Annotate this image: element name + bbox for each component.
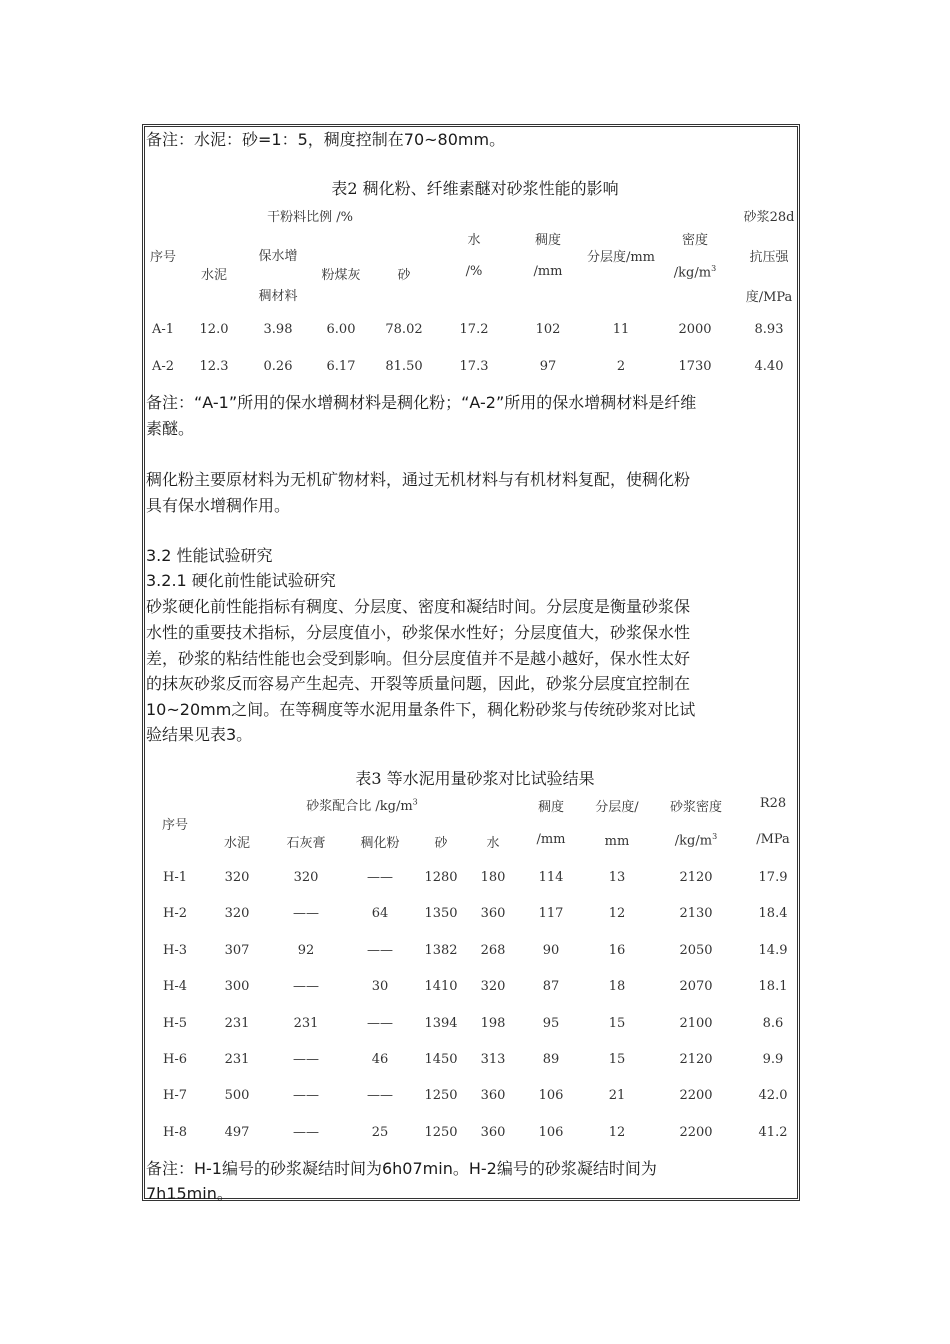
table-cell: 81.50 bbox=[385, 359, 423, 374]
table-row-id: H-8 bbox=[162, 1124, 188, 1140]
table-cell: 320 bbox=[480, 979, 506, 995]
table2-header-thick2: 稠材料 bbox=[258, 289, 298, 304]
table-cell: —— bbox=[367, 1088, 393, 1104]
table2-header-cement: 水泥 bbox=[200, 268, 228, 283]
note-1: 备注：水泥：砂=1：5，稠度控制在70~80mm。 bbox=[146, 130, 506, 149]
table2-group-header: 干粉料比例 /% bbox=[267, 210, 353, 225]
table-cell: 2200 bbox=[679, 1088, 713, 1104]
table-cell: 114 bbox=[538, 870, 564, 885]
table-cell: 6.00 bbox=[326, 322, 356, 337]
table-cell: —— bbox=[293, 1088, 319, 1104]
paragraph-2-line: 水性的重要技术指标，分层度值小，砂浆保水性好；分层度值大，砂浆保水性 bbox=[146, 623, 691, 642]
table2-header-water1: 水 bbox=[467, 233, 481, 248]
table-cell: 17.3 bbox=[459, 359, 489, 374]
table-cell: 1730 bbox=[678, 359, 712, 374]
table-cell: 231 bbox=[293, 1015, 319, 1031]
table-cell: 46 bbox=[371, 1052, 389, 1067]
table-cell: —— bbox=[293, 906, 319, 922]
table-cell: 0.26 bbox=[263, 359, 293, 374]
table-row-id: A-2 bbox=[151, 359, 175, 374]
table3-header-r28-2: /MPa bbox=[756, 832, 790, 847]
table-cell: 17.2 bbox=[459, 322, 489, 337]
table-cell: 2 bbox=[616, 359, 626, 374]
table-cell: 106 bbox=[538, 1124, 564, 1140]
table-row-id: H-3 bbox=[162, 942, 188, 958]
table-cell: 231 bbox=[224, 1015, 250, 1031]
table2-header-strength3: 度/MPa bbox=[745, 290, 793, 305]
table-cell: 2100 bbox=[679, 1015, 713, 1031]
table-cell: 12 bbox=[608, 1124, 626, 1140]
table-cell: 12 bbox=[608, 906, 626, 922]
paragraph-2-line: 10~20mm之间。在等稠度等水泥用量条件下，稠化粉砂浆与传统砂浆对比试 bbox=[146, 700, 696, 719]
table-cell: 2000 bbox=[678, 322, 712, 337]
table-cell: 12.3 bbox=[199, 359, 229, 374]
table2-header-seq: 序号 bbox=[149, 250, 177, 265]
table3-caption: 表3 等水泥用量砂浆对比试验结果 bbox=[355, 769, 595, 788]
note-2-line2: 素醚。 bbox=[146, 419, 195, 438]
table-cell: 18 bbox=[608, 979, 626, 995]
table2-header-strength1: 砂浆28d bbox=[743, 210, 795, 225]
paragraph-2-line: 差，砂浆的粘结性能也会受到影响。但分层度值并不是越小越好，保水性太好 bbox=[146, 649, 691, 668]
table2-header-consist2: /mm bbox=[533, 264, 563, 279]
table-cell: 320 bbox=[224, 906, 250, 922]
table-cell: 64 bbox=[371, 906, 389, 922]
table-cell: 9.9 bbox=[762, 1052, 784, 1067]
table3-header-consist1: 稠度 bbox=[537, 800, 565, 815]
table-cell: 2120 bbox=[679, 1052, 713, 1067]
table2-header-density2: $/kg/m^3$ bbox=[673, 264, 717, 281]
table2-caption: 表2 稠化粉、纤维素醚对砂浆性能的影响 bbox=[331, 179, 619, 198]
table-row-id: H-6 bbox=[162, 1052, 188, 1067]
table-cell: 106 bbox=[538, 1088, 564, 1104]
table-cell: 87 bbox=[542, 979, 560, 995]
table-row-id: H-2 bbox=[162, 906, 188, 922]
table3-header-strat1: 分层度/ bbox=[595, 800, 639, 815]
table-cell: 41.2 bbox=[758, 1124, 788, 1140]
table2-header-density1: 密度 bbox=[681, 233, 709, 248]
table-cell: 13 bbox=[608, 870, 626, 885]
note-3-line2: 7h15min。 bbox=[146, 1184, 233, 1203]
paragraph-2-line: 验结果见表3。 bbox=[146, 725, 253, 744]
table-cell: 11 bbox=[612, 322, 630, 337]
table-cell: 1250 bbox=[424, 1124, 458, 1140]
table-cell: 12.0 bbox=[199, 322, 229, 337]
table-row-id: A-1 bbox=[151, 322, 175, 337]
table-cell: 2130 bbox=[679, 906, 713, 922]
table3-header-thickener: 稠化粉 bbox=[360, 836, 400, 851]
table-cell: 15 bbox=[608, 1052, 626, 1067]
table2-header-flyash: 粉煤灰 bbox=[321, 268, 361, 283]
table-cell: 8.93 bbox=[754, 322, 784, 337]
table-cell: 300 bbox=[224, 979, 250, 995]
table-cell: 307 bbox=[224, 942, 250, 958]
table3-header-seq: 序号 bbox=[161, 818, 189, 833]
table-cell: 320 bbox=[224, 870, 250, 885]
table-cell: 90 bbox=[542, 942, 560, 958]
table-cell: 1450 bbox=[424, 1052, 458, 1067]
table-cell: 497 bbox=[224, 1124, 250, 1140]
note-2-line1: 备注：“A-1”所用的保水增稠材料是稠化粉；“A-2”所用的保水增稠材料是纤维 bbox=[146, 393, 697, 412]
table-row-id: H-7 bbox=[162, 1088, 188, 1104]
table-cell: —— bbox=[367, 942, 393, 958]
table-cell: —— bbox=[367, 1015, 393, 1031]
table-cell: 16 bbox=[608, 942, 626, 958]
table-cell: 1280 bbox=[424, 870, 458, 885]
table-cell: 18.4 bbox=[758, 906, 788, 922]
table-cell: 198 bbox=[480, 1015, 506, 1031]
table-cell: 8.6 bbox=[762, 1015, 784, 1031]
table3-header-consist2: /mm bbox=[536, 832, 566, 847]
table-cell: 102 bbox=[535, 322, 561, 337]
table3-header-r28-1: R28 bbox=[759, 796, 787, 811]
table-row-id: H-4 bbox=[162, 979, 188, 995]
table-cell: 360 bbox=[480, 1088, 506, 1104]
table-row-id: H-5 bbox=[162, 1015, 188, 1031]
table-cell: 2120 bbox=[679, 870, 713, 885]
table-cell: 360 bbox=[480, 1124, 506, 1140]
table2-header-sand: 砂 bbox=[397, 268, 411, 283]
table-cell: 1382 bbox=[424, 942, 458, 958]
paragraph-2-line: 的抹灰砂浆反而容易产生起壳、开裂等质量问题，因此，砂浆分层度宜控制在 bbox=[146, 674, 691, 693]
paragraph-2-line: 砂浆硬化前性能指标有稠度、分层度、密度和凝结时间。分层度是衡量砂浆保 bbox=[146, 597, 691, 616]
table-cell: 15 bbox=[608, 1015, 626, 1031]
table-cell: 1250 bbox=[424, 1088, 458, 1104]
table-cell: 2200 bbox=[679, 1124, 713, 1140]
table3-header-strat2: mm bbox=[604, 834, 630, 849]
table-cell: 97 bbox=[539, 359, 557, 374]
table-cell: 14.9 bbox=[758, 942, 788, 958]
table-cell: 313 bbox=[480, 1052, 506, 1067]
table3-header-water: 水 bbox=[486, 836, 500, 851]
table-cell: —— bbox=[367, 870, 393, 885]
table-cell: 1410 bbox=[424, 979, 458, 995]
table-cell: 95 bbox=[542, 1015, 560, 1031]
table-cell: —— bbox=[293, 1052, 319, 1067]
section-heading-3-2-1: 3.2.1 硬化前性能试验研究 bbox=[146, 571, 336, 590]
table-cell: 2050 bbox=[679, 942, 713, 958]
table2-header-water2: /% bbox=[465, 264, 483, 279]
table2-header-stratification: 分层度/mm bbox=[586, 250, 656, 265]
table3-header-density1: 砂浆密度 bbox=[669, 800, 723, 815]
table-cell: 2070 bbox=[679, 979, 713, 995]
section-heading-3-2: 3.2 性能试验研究 bbox=[146, 546, 273, 565]
table-cell: —— bbox=[293, 1124, 319, 1140]
table-cell: 18.1 bbox=[758, 979, 788, 995]
table3-header-cement: 水泥 bbox=[223, 836, 251, 851]
table2-header-strength2: 抗压强 bbox=[749, 250, 789, 265]
table-cell: 30 bbox=[371, 979, 389, 995]
paragraph-1-line1: 稠化粉主要原材料为无机矿物材料，通过无机材料与有机材料复配，使稠化粉 bbox=[146, 470, 691, 489]
table3-header-density2: $/kg/m^3$ bbox=[674, 832, 718, 849]
table2-header-thick1: 保水增 bbox=[258, 249, 298, 264]
table-cell: 320 bbox=[293, 870, 319, 885]
paragraph-1-line2: 具有保水增稠作用。 bbox=[146, 496, 291, 515]
table-cell: 1394 bbox=[424, 1015, 458, 1031]
table-cell: 180 bbox=[480, 870, 506, 885]
table-cell: 117 bbox=[538, 906, 564, 922]
note-3-line1: 备注：H-1编号的砂浆凝结时间为6h07min。H-2编号的砂浆凝结时间为 bbox=[146, 1159, 657, 1178]
table-cell: 231 bbox=[224, 1052, 250, 1067]
table-cell: 89 bbox=[542, 1052, 560, 1067]
table-cell: 42.0 bbox=[758, 1088, 788, 1104]
table-cell: 268 bbox=[480, 942, 506, 958]
table-cell: 3.98 bbox=[263, 322, 293, 337]
table3-header-gypsum: 石灰膏 bbox=[286, 836, 326, 851]
table-cell: —— bbox=[293, 979, 319, 995]
table-cell: 360 bbox=[480, 906, 506, 922]
table-cell: 500 bbox=[224, 1088, 250, 1104]
table-cell: 1350 bbox=[424, 906, 458, 922]
table3-group-header: 砂浆配合比 $/kg/m^3$ bbox=[306, 797, 418, 814]
table-cell: 25 bbox=[371, 1124, 389, 1140]
table-cell: 17.9 bbox=[758, 870, 788, 885]
table-cell: 6.17 bbox=[326, 359, 356, 374]
table-cell: 78.02 bbox=[385, 322, 423, 337]
table2-header-consist1: 稠度 bbox=[534, 233, 562, 248]
table-row-id: H-1 bbox=[162, 870, 188, 885]
table3-header-sand: 砂 bbox=[434, 836, 448, 851]
table-cell: 4.40 bbox=[754, 359, 784, 374]
table-cell: 21 bbox=[608, 1088, 626, 1104]
table-cell: 92 bbox=[297, 942, 315, 958]
